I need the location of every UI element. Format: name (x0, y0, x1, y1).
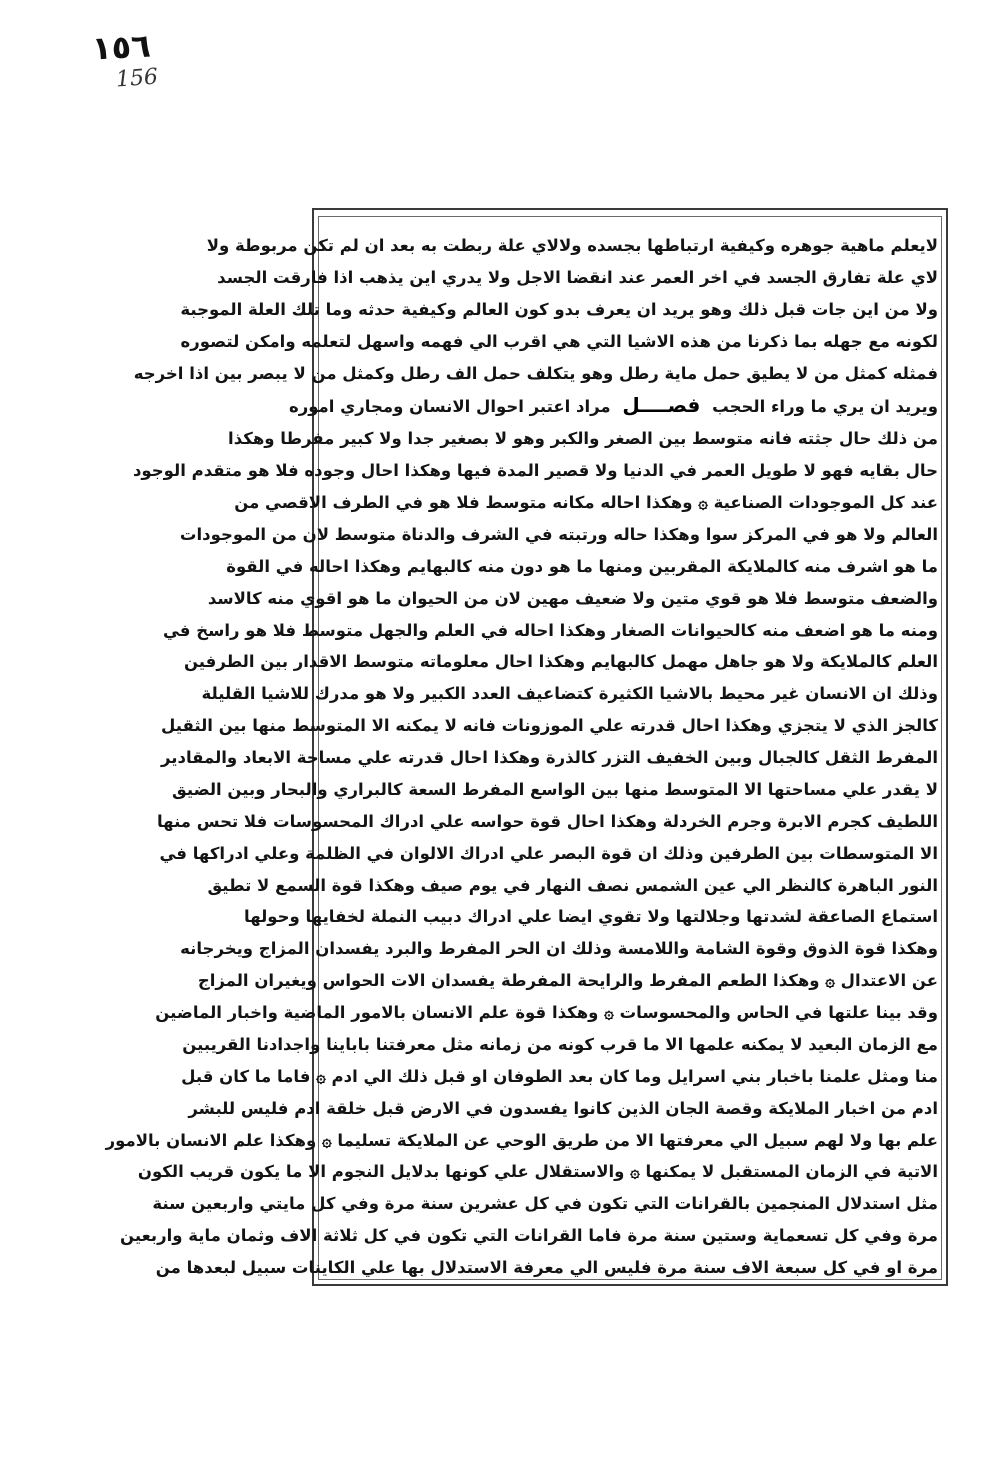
manuscript-line: ادم من اخبار الملايكة وقصة الجان الذين كانوا يفسدون في الارض قبل خلقة ادم فليس للبشر (188, 1098, 938, 1118)
manuscript-line (288, 391, 938, 421)
folio-number-pencil: 156 (115, 64, 159, 93)
manuscript-line: لايعلم ماهية جوهره وكيفية ارتباطها بجسده ولالاي علة ربطت به بعد ان لم تكن مربوطة ولا (206, 236, 938, 255)
manuscript-line: عن الاعتدال ۞ وهكذا الطعم المفرط والرايحة المفرطة يفسدان الات الحواس ويغيران المزاج (197, 971, 938, 991)
manuscript-line: المفرط الثقل كالجبال وبين الخفيف التزر كالذرة وهكذا احال قدرته علي مساحة الابعاد والمقادير (161, 748, 938, 767)
manuscript-line: الا المتوسطات بين الطرفين وذلك ان قوة البصر علي ادراك الالوان في الظلمة وعلي ادراكها في (159, 843, 938, 863)
manuscript-line: مع الزمان البعيد لا يمكنه علمها الا ما قرب كونه من زمانه مثل معرفتنا باباينا واجدادنا القريبين (182, 1034, 938, 1054)
manuscript-line: وذلك ان الانسان غير محيط بالاشيا الكثيرة كتضاعيف العدد الكبير ولا هو مدرك للاشيا القليلة (201, 684, 938, 704)
manuscript-line: وقد بينا علتها في الحاس والمحسوسات ۞ وهكذا قوة علم الانسان بالامور الماضية واخبار الماضين (155, 1003, 938, 1022)
manuscript-line: العالم ولا هو في المركز سوا وهكذا حاله ورتبته في الشرف والدناة متوسط لان من الموجودات (179, 524, 938, 544)
manuscript-line: والضعف متوسط فلا هو قوي متين ولا ضعيف مهين لان من الحيوان ما هو اقوي منه كالاسد (207, 588, 938, 608)
manuscript-line: عند كل الموجودات الصناعية ۞ وهكذا احاله مكانه متوسط فلا هو في الطرف الاقصي من (234, 493, 938, 512)
manuscript-line: لا يقدر علي مساحتها الا المتوسط منها بين الواسع المفرط السعة كالبراري والبحار وبين الضيق (171, 779, 938, 799)
manuscript-text-block (105, 232, 938, 1282)
manuscript-line: ومنه ما هو اضعف منه كالحيوانات الصغار وهكذا احاله في العلم والجهل متوسط فلا هو راسخ في (162, 620, 938, 640)
manuscript-line: فمثله كمثل من لا يطيق حمل ماية رطل وهو يتكلف حمل الف رطل وكمثل من لا يبصر بين اذا اخرجه (133, 363, 938, 383)
manuscript-line: ما هو اشرف منه كالملايكة المقربين ومنها ما هو دون منه كالبهايم وهكذا احاله في القوة (226, 556, 938, 576)
folio-number-arabic: ١٥٦ (91, 26, 152, 68)
manuscript-line: مرة وفي كل تسعماية وستين سنة مرة فاما القرانات التي تكون في كل ثلاثة الاف وثمان ماية واربعين (120, 1226, 938, 1246)
manuscript-line-segment: مراد اعتبر احوال الانسان ومجاري اموره (288, 397, 617, 417)
manuscript-line: العلم كالملايكة ولا هو جاهل مهمل كالبهايم وهكذا احال معلوماته متوسط الاقدار بين الطرفين (183, 652, 938, 672)
manuscript-line: حال بقايه فهو لا طويل العمر في الدنيا ولا قصير المدة فيها وهكذا احال وجوده فلا هو متقدم الوجود (132, 461, 938, 481)
manuscript-line: من ذلك حال جثته فانه متوسط بين الصغر والكبر وهو لا بصغير جدا ولا كبير مفرطا وهكذا (228, 429, 938, 449)
manuscript-line: استماع الصاعقة لشدتها وجلالتها ولا تقوي ايضا علي ادراك دبيب النملة لخفايها وحولها (244, 907, 938, 927)
manuscript-line: علم بها ولا لهم سبيل الي معرفتها الا من طريق الوحي عن الملايكة تسليما ۞ وهكذا علم الانسان بالامور (105, 1130, 938, 1150)
manuscript-line: ولا من اين جات قبل ذلك وهو يريد ان يعرف بدو كون العالم وكيفية حدثه وما تلك العلة الموجبة (180, 299, 938, 319)
manuscript-line: لكونه مع جهله بما ذكرنا من هذه الاشيا التي هي اقرب الي فهمه واسهل لتعلمه وامكن لتصوره (180, 331, 938, 351)
manuscript-line: الاتية في الزمان المستقبل لا يمكنها ۞ والاستقلال علي كونها بدلايل النجوم الا ما يكون قريب الكون (137, 1162, 938, 1182)
manuscript-line: لاي علة تفارق الجسد في اخر العمر عند انقضا الاجل ولا يدري اين يذهب اذا فارقت الجسد (217, 267, 938, 287)
manuscript-line: مثل استدلال المنجمين بالقرانات التي تكون في كل عشرين سنة مرة وفي كل مايتي واربعين سنة (152, 1194, 938, 1214)
manuscript-line: النور الباهرة كالنظر الي عين الشمس نصف النهار في يوم صيف وهكذا قوة السمع لا تطيق (207, 875, 938, 895)
manuscript-line: اللطيف كجرم الابرة وجرم الخردلة وهكذا احال قوة حواسه علي ادراك المحسوسات فلا تحس منها (156, 811, 938, 831)
manuscript-line-segment: ويريد ان يري ما وراء الحجب (706, 397, 938, 417)
manuscript-line: مرة او في كل سبعة الاف سنة مرة فليس الي معرفة الاستدلال بها علي الكاينات سبيل لبعدها من (155, 1258, 938, 1277)
manuscript-line: وهكذا قوة الذوق وقوة الشامة واللامسة وذلك ان الحر المفرط والبرد يفسدان المزاج ويخرجانه (180, 939, 938, 959)
section-rubric: فصــــل (622, 393, 701, 418)
manuscript-line: منا ومثل علمنا باخبار بني اسرايل وما كان بعد الطوفان او قبل ذلك الي ادم ۞ فاما ما كان قبل (181, 1066, 938, 1086)
manuscript-line: كالجز الذي لا يتجزي وهكذا احال قدرته علي الموزونات فانه لا يمكنه الا المتوسط منها بين الثقيل (161, 716, 938, 736)
